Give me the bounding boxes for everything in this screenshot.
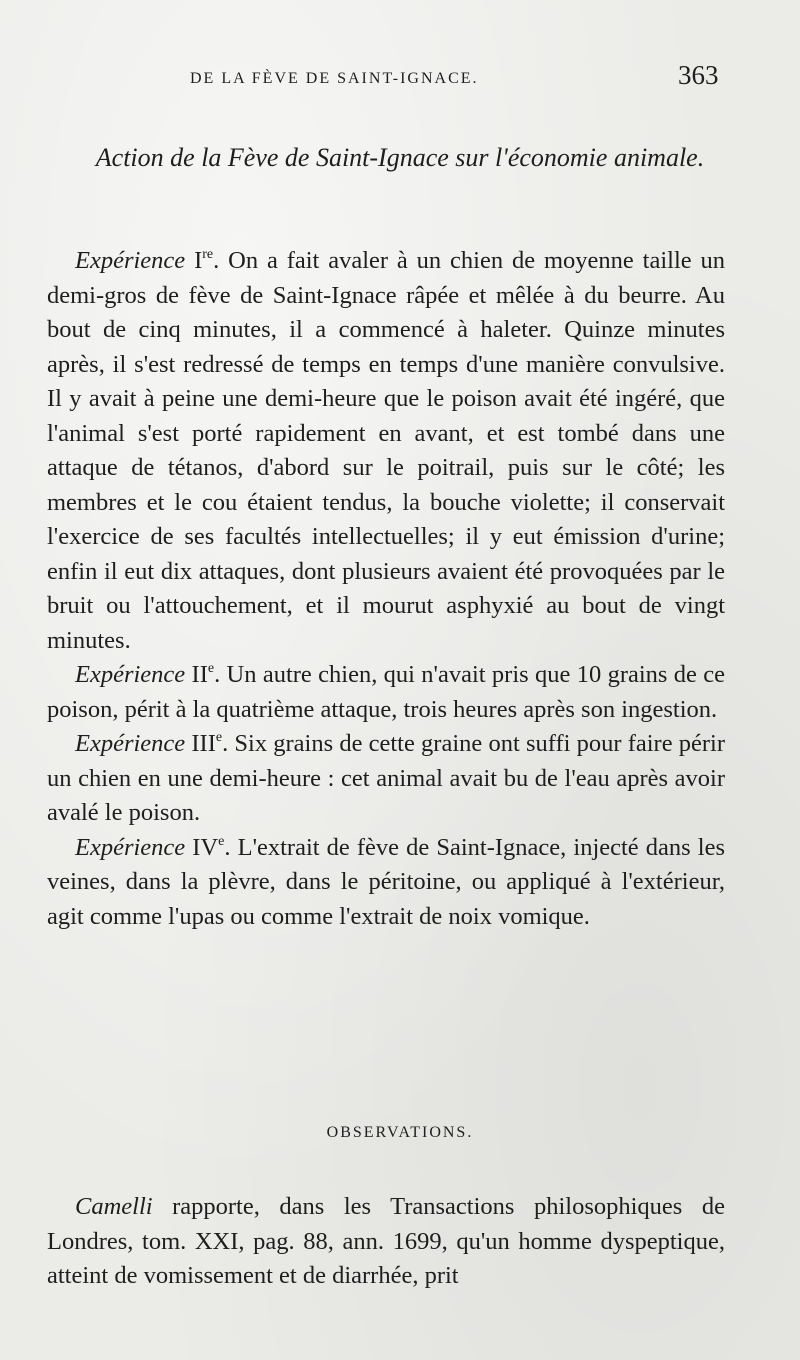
- experience-label: Expérience: [75, 730, 186, 757]
- observation-text: rapporte, dans les Transactions philosophiques de Londres, tom. XXI, pag. 88, ann. 1699, qu'un homme dyspeptique, atteint de vomissement et de diarrhée, prit: [47, 1193, 725, 1289]
- experience-suffix: e: [218, 833, 225, 849]
- experience-text: . L'extrait de fève de Saint-Ignace, injecté dans les veines, dans la plèvre, dans le péritoine, ou appliqué à l'extérieur, agit comme l'upas ou comme l'extrait de noix vomique.: [47, 833, 726, 930]
- observation-paragraph: [47, 1190, 725, 1294]
- experience-paragraph: [47, 727, 725, 831]
- experience-suffix: e: [207, 661, 215, 676]
- page-number: 363: [678, 60, 719, 90]
- experience-paragraph: [47, 244, 725, 658]
- experience-label: Expérience: [75, 833, 186, 861]
- experience-numeral: II: [191, 661, 208, 688]
- experience-paragraph: [47, 831, 725, 935]
- experiments-text: [47, 244, 725, 934]
- section-title: Action de la Fève de Saint-Ignace sur l'économie animale.: [95, 143, 705, 172]
- experience-numeral: III: [191, 730, 216, 757]
- experience-label: Expérience: [75, 661, 186, 688]
- experience-label: Expérience: [75, 247, 186, 274]
- observations-heading: OBSERVATIONS.: [326, 1124, 474, 1141]
- observations-text: [47, 1190, 725, 1294]
- experience-numeral: IV: [192, 833, 219, 861]
- running-title: DE LA FÈVE DE SAINT-IGNACE.: [190, 70, 479, 87]
- experience-text: . On a fait avaler à un chien de moyenne taille un demi-gros de fève de Saint-Ignace râpée et mêlée à du beurre. Au bout de cinq minutes, il a commencé à haleter. Quinze minutes après, il s'est redressé de temps en temps d'une manière convulsive. Il y avait à peine une demi-heure que le poison avait été ingéré, que l'animal s'est porté rapidement en avant, et est tombé dans une attaque de tétanos, d'abord sur le poitrail, puis sur le côté; les membres et le cou étaient tendus, la bouche violette; il conservait l'exercice de ses facultés intellectuelles; il y eut émission d'urine; enfin il eut dix attaques, dont plusieurs avaient été provoquées par le bruit ou l'attouchement, et il mourut asphyxié au bout de vingt minutes.: [47, 247, 725, 654]
- experience-suffix: e: [215, 730, 223, 745]
- experience-paragraph: [47, 658, 725, 727]
- experience-suffix: re: [202, 247, 214, 262]
- observation-author: Camelli: [75, 1193, 153, 1220]
- experience-text: . Six grains de cette graine ont suffi pour faire périr un chien en une demi-heure : cet animal avait bu de l'eau après avoir avalé le poison.: [47, 730, 725, 826]
- experience-text: . Un autre chien, qui n'avait pris que 10 grains de ce poison, périt à la quatrième attaque, trois heures après son ingestion.: [47, 661, 725, 723]
- experience-numeral: I: [194, 247, 203, 274]
